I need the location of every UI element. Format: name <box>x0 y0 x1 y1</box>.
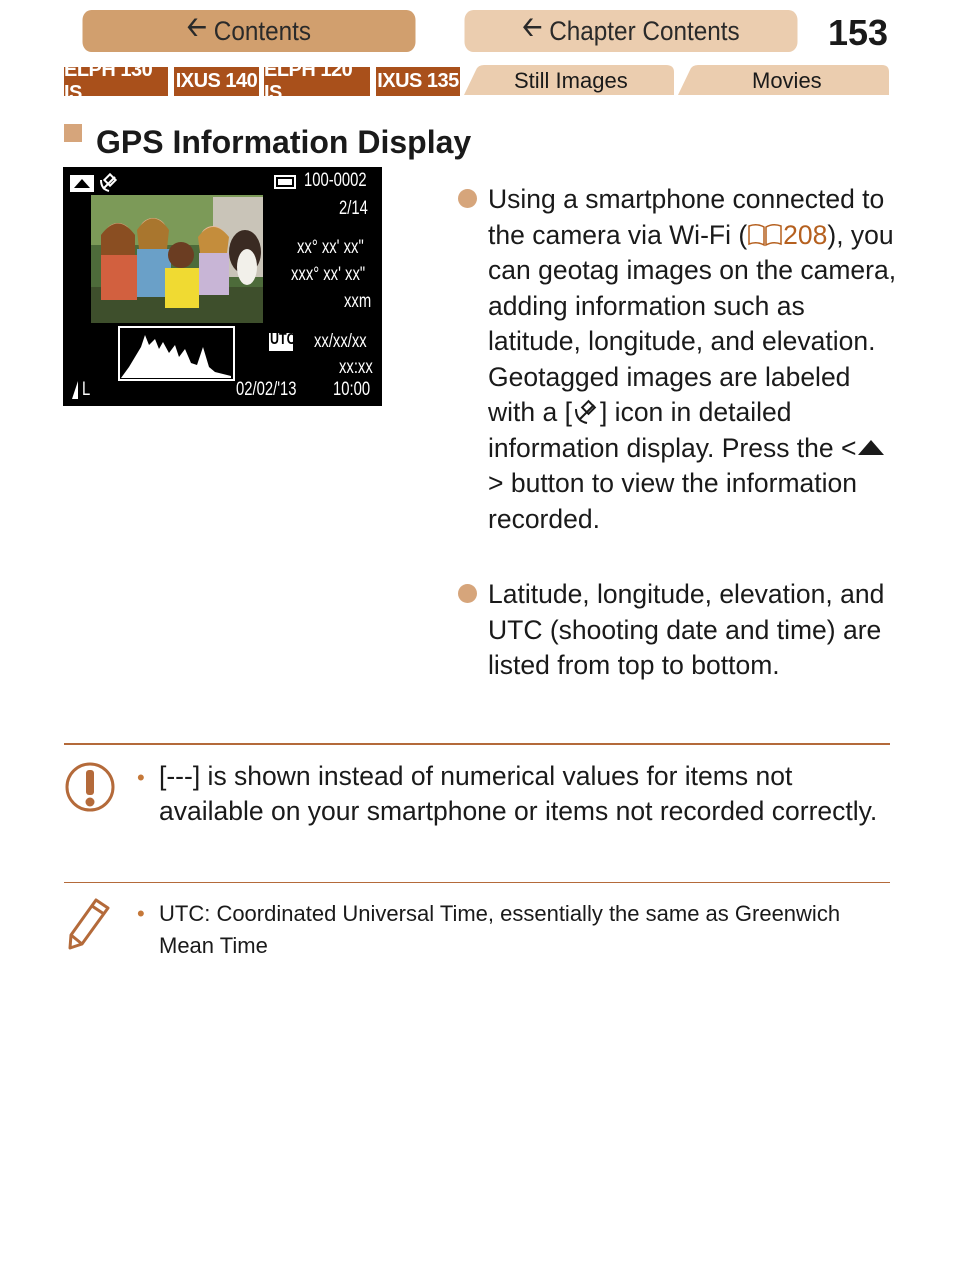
latitude-value: xx° xx' xx" <box>297 237 364 258</box>
page-number: 153 <box>828 12 889 53</box>
bullet-text-part: ), you can geotag images on the camera, adding information such as latitude, longitude, and elevation. Geotagged images are labeled with a [ <box>488 219 897 427</box>
back-arrow-icon: 🡠 <box>522 12 543 42</box>
model-badge-elph130: ELPH 130 IS <box>64 67 168 96</box>
histogram <box>119 327 234 380</box>
pencil-icon <box>66 896 114 952</box>
bullet-dot <box>458 189 477 208</box>
caution-icon <box>64 761 116 813</box>
back-arrow-icon: 🡠 <box>186 12 207 42</box>
caution-text: [---] is shown instead of numerical values for items not available on your smartphone or items not recorded correctly. <box>159 761 878 826</box>
bullet-dot: • <box>137 901 145 926</box>
bullet-text-part: Using a smartphone connected to the camera via Wi-Fi ( <box>488 184 885 250</box>
elevation-value: xxm <box>344 291 372 312</box>
tip-text: UTC: Coordinated Universal Time, essentially the same as Greenwich Mean Time <box>159 901 841 958</box>
chapter-contents-label: Chapter Contents <box>549 15 740 46</box>
chapter-contents-button[interactable] <box>465 10 798 52</box>
utc-time: xx:xx <box>339 357 373 378</box>
shot-date: 02/02/'13 <box>236 379 297 400</box>
photo-thumbnail <box>91 195 263 323</box>
bullet-text-geotag <box>488 182 898 537</box>
utc-label: UTC <box>270 331 296 348</box>
page-link-208[interactable]: 208 <box>783 219 828 250</box>
divider <box>64 882 890 883</box>
up-triangle-icon <box>856 437 886 457</box>
gps-satellite-icon <box>101 174 116 191</box>
section-title: GPS Information Display <box>96 124 472 160</box>
model-badge-ixus135: IXUS 135 <box>376 67 460 96</box>
contents-label: Contents <box>213 15 312 46</box>
utc-date: xx/xx/xx <box>314 331 367 352</box>
shot-time: 10:00 <box>333 379 371 400</box>
contents-button[interactable] <box>83 10 416 52</box>
bullet-text-part: ] icon in detailed information display. Press the < <box>488 397 857 463</box>
tab-still-images[interactable]: Still Images <box>514 68 628 93</box>
bullet-text-part: > button to view the information recorded. <box>488 468 858 534</box>
gps-satellite-icon <box>572 399 600 425</box>
divider <box>64 743 890 745</box>
bullet-text-order: Latitude, longitude, elevation, and UTC (shooting date and time) are listed from top to bottom. <box>488 579 885 680</box>
tab-movies[interactable]: Movies <box>752 68 822 93</box>
camera-screen-illustration <box>63 167 382 406</box>
model-badge-ixus140: IXUS 140 <box>174 67 259 96</box>
section-marker-icon <box>64 124 82 142</box>
model-badge-elph120: ELPH 120 IS <box>264 67 370 96</box>
image-size-label: L <box>82 379 91 400</box>
bullet-dot <box>458 584 477 603</box>
image-count: 2/14 <box>339 198 368 219</box>
book-icon <box>747 223 783 247</box>
longitude-value: xxx° xx' xx" <box>291 264 366 285</box>
file-number: 100-0002 <box>304 170 367 191</box>
bullet-dot: • <box>137 765 145 790</box>
